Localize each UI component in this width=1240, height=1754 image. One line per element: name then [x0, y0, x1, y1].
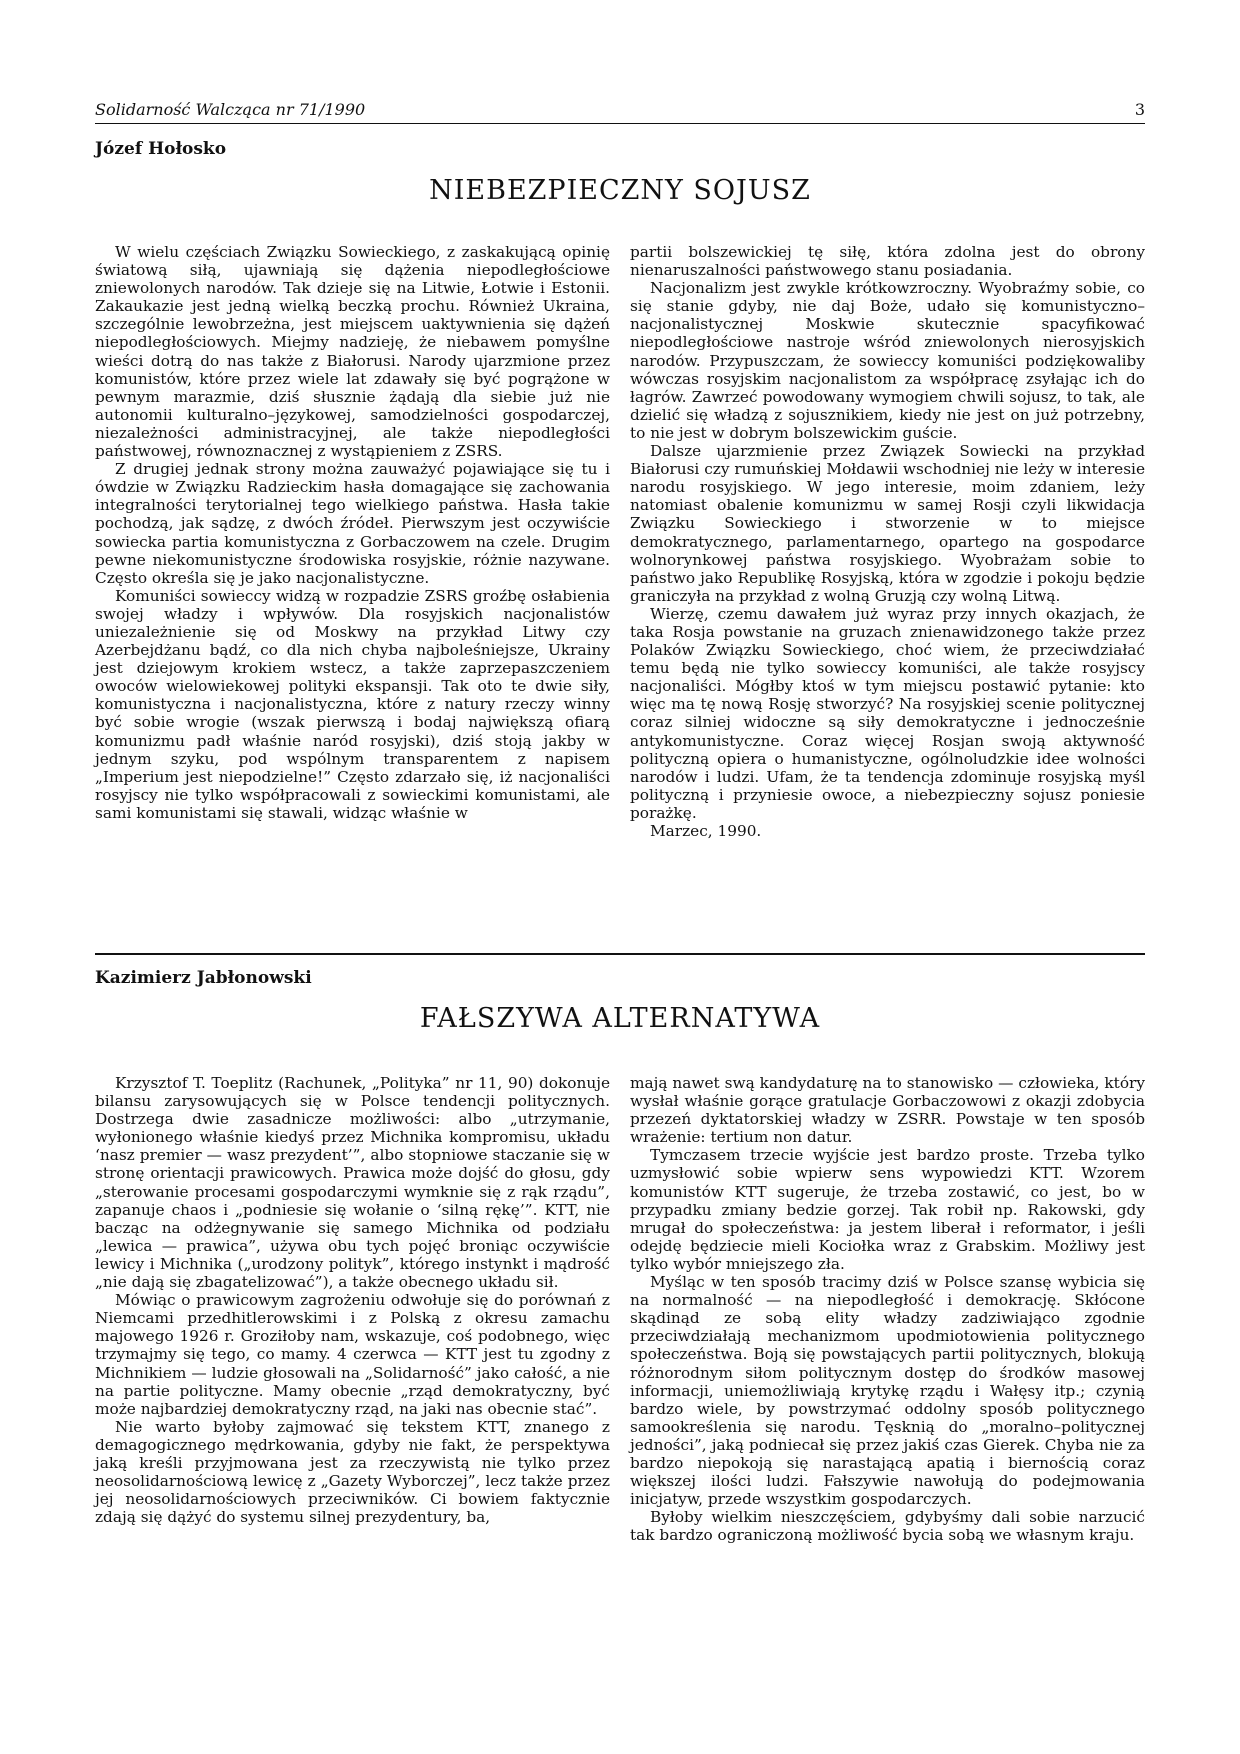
article1-paragraph: Wierzę, czemu dawałem już wyraz przy innych okazjach, że taka Rosja powstanie na gruzach znienawidzonego także przez Polaków Związku Sowieckiego, choć wiem, że przeciwdziałać temu będą nie tylko sowieccy komuniści, ale także rosyjscy nacjonaliści. Mógłby ktoś w tym miejscu postawić pytanie: kto więc ma tę nową Rosję stworzyć? Na rosyjskiej scenie politycznej coraz silniej widoczne są siły demokratyczne i jednocześnie antykomunistyczne. Coraz więcej Rosjan swoją aktywność polityczną opiera o humanistyczne, ogólnoludzkie idee wolności narodów i ludzi. Ufam, że ta tendencja zdominuje rosyjską myśl polityczną i przyniesie owoce, a niebezpieczny sojusz poniesie porażkę.	[630, 604, 1145, 822]
article2-paragraph: Myśląc w ten sposób tracimy dziś w Polsce szansę wybicia się na normalność — na niepodległość i demokrację. Skłócone skądinąd ze sobą elity władzy zadziwiająco zgodnie przeciwdziałają mechanizmom upodmiotowienia politycznego społeczeństwa. Boją się powstających partii politycznych, blokują różnorodnym siłom politycznym dostęp do środków masowej informacji, uniemożliwiają krytykę rządu i Wałęsy itp.; czynią bardzo wiele, by powstrzymać oddolny sposób politycznego samookreślenia się narodu. Tęsknią do „moralno–politycznej jedności”, jaką podniecał się przez jakiś czas Gierek. Chyba nie za bardzo niepokoją się narastającą apatią i biernością coraz większej ilości ludzi. Fałszywie nawołują do podejmowania inicjatyw, przede wszystkim gospodarczych.	[630, 1273, 1145, 1509]
header-rule	[95, 123, 1145, 124]
article1-dateline: Marzec, 1990.	[650, 822, 762, 840]
article1-paragraph: partii bolszewickiej tę siłę, która zdolna jest do obrony nienaruszalności państwowego stanu posiadania.	[630, 243, 1145, 280]
article2-paragraph: Byłoby wielkim nieszczęściem, gdybyśmy dali sobie narzucić tak bardzo ograniczoną możliwość bycia sobą we własnym kraju.	[630, 1508, 1145, 1545]
article1-paragraph: Z drugiej jednak strony można zauważyć pojawiające się tu i ówdzie w Związku Radzieckim hasła domagające się zachowania integralności terytorialnej tego wielkiego państwa. Hasła takie pochodzą, jak sądzę, z dwóch źródeł. Pierwszym jest oczywiście sowiecka partia komunistyczna z Gorbaczowem na czele. Drugim pewne niekomunistyczne środowiska rosyjskie, różnie nazywane. Często określa się je jako nacjonalistyczne.	[95, 460, 610, 587]
article1-column-left	[95, 243, 610, 822]
article2-author: Kazimierz Jabłonowski	[95, 968, 312, 988]
article2-paragraph: mają nawet swą kandydaturę na to stanowisko — człowieka, który wysłał właśnie gorące gratulacje Gorbaczowowi z okazji zdobycia przezeń dyktatorskiej władzy w ZSRR. Powstaje w ten sposób wrażenie: tertium non datur.	[630, 1074, 1145, 1147]
article1-paragraph: Nacjonalizm jest zwykle krótkowzroczny. Wyobraźmy sobie, co się stanie gdyby, nie daj Boże, udało się komunistyczno–nacjonalistycznej Moskwie skutecznie spacyfikować niepodległościowe nastroje wśród zniewolonych nierosyjskich narodów. Przypuszczam, że sowieccy komuniści podziękowaliby wówczas rosyjskim nacjonalistom za współpracę zsyłając ich do łagrów. Zawrzeć powodowany wymogiem chwili sojusz, to tak, ale dzielić się władzą z sojusznikiem, kiedy nie jest on już potrzebny, to nie jest w dobrym bolszewickim guście.	[630, 279, 1145, 442]
article2-paragraph: Tymczasem trzecie wyjście jest bardzo proste. Trzeba tylko uzmysłowić sobie wpierw sens wypowiedzi KTT. Wzorem komunistów KTT sugeruje, że trzeba zostawić, co jest, bo w przypadku zmiany bedzie gorzej. Tak robił np. Rakowski, gdy mrugał do społeczeństwa: ja jestem liberał i reformator, i jeśli odejdę będziecie mieli Kociołka wraz z Grabskim. Możliwy jest tylko wybór mniejszego zła.	[630, 1146, 1145, 1273]
article2-column-left	[95, 1074, 610, 1526]
article1-paragraph: Dalsze ujarzmienie przez Związek Sowiecki na przykład Białorusi czy rumuńskiej Mołdawii wschodniej nie leży w interesie narodu rosyjskiego. W jego interesie, moim zdaniem, leży natomiast obalenie komunizmu w samej Rosji czyli likwidacja Związku Sowieckiego i stworzenie w to miejsce demokratycznego, parlamentarnego, opartego na gospodarce wolnorynkowej państwa rosyjskiego. Wyobrażam sobie to państwo jako Republikę Rosyjską, która w zgodzie i pokoju będzie graniczyła na przykład z wolną Gruzją czy wolną Litwą.	[630, 442, 1145, 605]
journal-name: Solidarność Walcząca nr 71/1990	[95, 100, 366, 119]
article-divider	[95, 953, 1145, 955]
article1-paragraph: W wielu częściach Związku Sowieckiego, z zaskakującą opinię światową siłą, ujawniają się dążenia niepodległościowe zniewolonych narodów. Tak dzieje się na Litwie, Łotwie i Estonii. Zakaukazie jest jedną wielką beczką prochu. Również Ukraina, szczególnie lewobrzeżna, jest miejscem uaktywnienia się dążeń niepodległościowych. Miejmy nadzieję, że niebawem pomyślne wieści dotrą do nas także z Białorusi. Narody ujarzmione przez komunistów, które przez wiele lat zdawały się być pogrążone w pewnym marazmie, dziś słusznie żądają dla siebie już nie autonomii kulturalno–językowej, samodzielności gospodarczej, niezależności administracyjnej, ale także niepodległości państwowej, równoznacznej z wystąpieniem z ZSRS.	[95, 243, 610, 461]
article2-column-right	[630, 1074, 1145, 1544]
article2-paragraph: Nie warto byłoby zajmować się tekstem KTT, znanego z demagogicznego mędrkowania, gdyby nie fakt, że perspektywa jaką kreśli przyjmowana jest za rzeczywistą nie tylko przez neosolidarnościową lewicę z „Gazety Wyborczej”, lecz także przez jej neosolidarnościowych przeciwników. Ci bowiem faktycznie zdają się dążyć do systemu silnej prezydentury, ba,	[95, 1417, 610, 1527]
running-header	[95, 96, 1145, 126]
page-number: 3	[1134, 100, 1145, 119]
article1-column-right	[630, 243, 1145, 840]
article2-paragraph: Krzysztof T. Toeplitz (Rachunek, „Polityka” nr 11, 90) dokonuje bilansu zarysowujących się w Polsce tendencji politycznych. Dostrzega dwie zasadnicze możliwości: albo „utrzymanie, wyłonionego właśnie kiedyś przez Michnika kompromisu, układu ‘nasz premier — wasz prezydent’”, albo stopniowe staczanie się w stronę orientacji prawicowych. Prawica może dojść do głosu, gdy „sterowanie procesami gospodarczymi wymknie się z rąk rządu”, zapanuje chaos i „podniesie się wołanie o ‘silną rękę’”. KTT, nie bacząc na odżegnywanie się samego Michnika od podziału „lewica — prawica”, używa obu tych pojęć broniąc oczywiście lewicy i Michnika („urodzony polityk”, którego instynkt i mądrość „nie dają się zbagatelizować”), a także obecnego układu sił.	[95, 1074, 610, 1292]
article2-paragraph: Mówiąc o prawicowym zagrożeniu odwołuje się do porównań z Niemcami przedhitlerowskimi i z Polską z okresu zamachu majowego 1926 r. Groziłoby nam, wskazuje, coś podobnego, więc trzymajmy się tego, co mamy. 4 czerwca — KTT jest tu zgodny z Michnikiem — ludzie głosowali na „Solidarność” jako całość, a nie na partie polityczne. Mamy obecnie „rząd demokratyczny, być może najbardziej demokratyczny rząd, na jaki nas obecnie stać”.	[95, 1291, 610, 1418]
article1-paragraph: Komuniści sowieccy widzą w rozpadzie ZSRS groźbę osłabienia swojej władzy i wpływów. Dla rosyjskich nacjonalistów uniezależnienie się od Moskwy na przykład Litwy czy Azerbejdżanu bądź, co dla nich chyba najboleśniejsze, Ukrainy jest dziejowym krokiem wstecz, a także zaprzepaszczeniem owoców wielowiekowej polityki ekspansji. Tak oto te dwie siły, komunistyczna i nacjonalistyczna, które z natury rzeczy winny być sobie wrogie (wszak pierwszą i bodaj największą ofiarą komunizmu padł właśnie naród rosyjski), dziś stoją jakby w jednym szyku, pod wspólnym transparentem z napisem „Imperium jest niepodzielne!” Często zdarzało się, iż nacjonaliści rosyjscy nie tylko współpracowali z sowieckimi komunistami, ale sami komunistami się stawali, widząc właśnie w	[95, 586, 610, 822]
article1-title: NIEBEZPIECZNY SOJUSZ	[429, 175, 811, 206]
article1-author: Józef Hołosko	[95, 139, 227, 159]
article2-title: FAŁSZYWA ALTERNATYWA	[419, 1003, 821, 1034]
